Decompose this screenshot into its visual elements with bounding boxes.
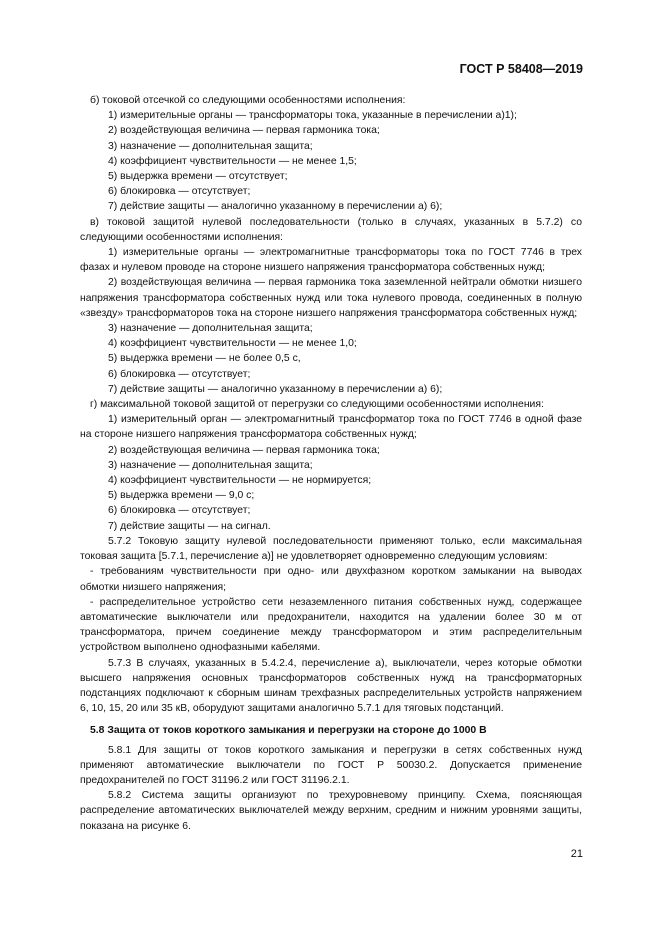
sub-item: 2) воздействующая величина — первая гармоника тока; xyxy=(108,125,380,137)
sub-item: 3) назначение — дополнительная защита; xyxy=(108,459,313,471)
clause-5-8-1: 5.8.1 Для защиты от токов короткого замыкания и перегрузки в сетях собственных нужд применяют автоматические выключатели по ГОСТ Р 50030.2. Допускается применение предохранителей по ГОСТ 31196.2 или ГОСТ 31196.2.1. xyxy=(80,744,582,786)
sub-item: 1) измерительный орган — электромагнитный трансформатор тока по ГОСТ 7746 в одной фазе на стороне низшего напряжения трансформатора собственных нужд; xyxy=(80,414,582,441)
page-body xyxy=(80,93,582,834)
sub-item: 6) блокировка — отсутствует; xyxy=(108,186,251,198)
sub-item: 1) измерительные органы — трансформаторы тока, указанные в перечислении а)1); xyxy=(108,110,517,122)
clause-5-8-2: 5.8.2 Система защиты организуют по трехуровневому принципу. Схема, поясняющая распределение автоматических выключателей между верхним, средним и нижним уровнями защиты, показана на рисунке 6. xyxy=(80,790,582,832)
list-item-g: г) максимальной токовой защитой от перегрузки со следующими особенностями исполнения: xyxy=(90,399,544,411)
sub-item: 3) назначение — дополнительная защита; xyxy=(108,323,313,335)
document-id-header: ГОСТ Р 58408—2019 xyxy=(459,62,583,76)
list-item-v: в) токовой защитой нулевой последовательности (только в случаях, указанных в 5.7.2) со следующими особенностями исполнения: xyxy=(80,216,582,243)
sub-item: 7) действие защиты — аналогично указанному в перечислении а) 6); xyxy=(108,383,443,395)
list-item-b: б) токовой отсечкой со следующими особенностями исполнения: xyxy=(90,95,406,106)
sub-item: 4) коэффициент чувствительности — не менее 1,0; xyxy=(108,338,357,350)
sub-item: 7) действие защиты — на сигнал. xyxy=(108,520,271,532)
sub-item: 5) выдержка времени — отсутствует; xyxy=(108,171,288,183)
sub-item: 6) блокировка — отсутствует; xyxy=(108,505,251,517)
sub-item: 4) коэффициент чувствительности — не менее 1,5; xyxy=(108,155,357,167)
sub-item: 5) выдержка времени — не более 0,5 с, xyxy=(108,353,301,365)
condition-item: - распределительное устройство сети незаземленного питания собственных нужд, содержащее автоматические выключатели или предохранители, находится на удалении более 30 м от трансформатора, причем соединение между трансформатором и этим распределительным устройством выполнено однофазными кабелями. xyxy=(80,596,582,654)
section-heading-5-8: 5.8 Защита от токов короткого замыкания и перегрузки на стороне до 1000 В xyxy=(90,725,487,737)
clause-5-7-3: 5.7.3 В случаях, указанных в 5.4.2.4, перечисление а), выключатели, через которые обмотки высшего напряжения основных трансформаторов собственных нужд на трансформаторных подстанциях подключают к сборным шинам трехфазных распределительных устройств напряжением 6, 10, 15, 20 или 35 кВ, оборудуют защитами аналогично 5.7.1 для тяговых подстанций. xyxy=(80,657,582,715)
sub-item: 4) коэффициент чувствительности — не нормируется; xyxy=(108,475,372,487)
sub-item: 6) блокировка — отсутствует; xyxy=(108,368,251,380)
sub-item: 3) назначение — дополнительная защита; xyxy=(108,140,313,152)
clause-5-7-2: 5.7.2 Токовую защиту нулевой последовательности применяют только, если максимальная токовая защита [5.7.1, перечисление а)] не удовлетворяет одновременно следующим условиям: xyxy=(80,535,582,563)
sub-item: 2) воздействующая величина — первая гармоника тока; xyxy=(108,444,380,456)
sub-item: 1) измерительные органы — электромагнитные трансформаторы тока по ГОСТ 7746 в трех фазах и нулевом проводе на стороне низшего напряжения трансформатора собственных нужд; xyxy=(80,247,582,274)
sub-item: 7) действие защиты — аналогично указанному в перечислении а) 6); xyxy=(108,201,443,213)
page-number: 21 xyxy=(570,848,583,860)
sub-item: 5) выдержка времени — 9,0 с; xyxy=(108,490,255,502)
condition-item: - требованиям чувствительности при одно- или двухфазном коротком замыкании на выводах обмотки низшего напряжения; xyxy=(80,566,582,593)
sub-item: 2) воздействующая величина — первая гармоника тока заземленной нейтрали обмотки низшего напряжения трансформатора собственных нужд или тока нулевого провода, соединенных в полную «звезду» трансформаторов тока на стороне низшего напряжения трансформатора собственных нужд; xyxy=(80,277,582,319)
